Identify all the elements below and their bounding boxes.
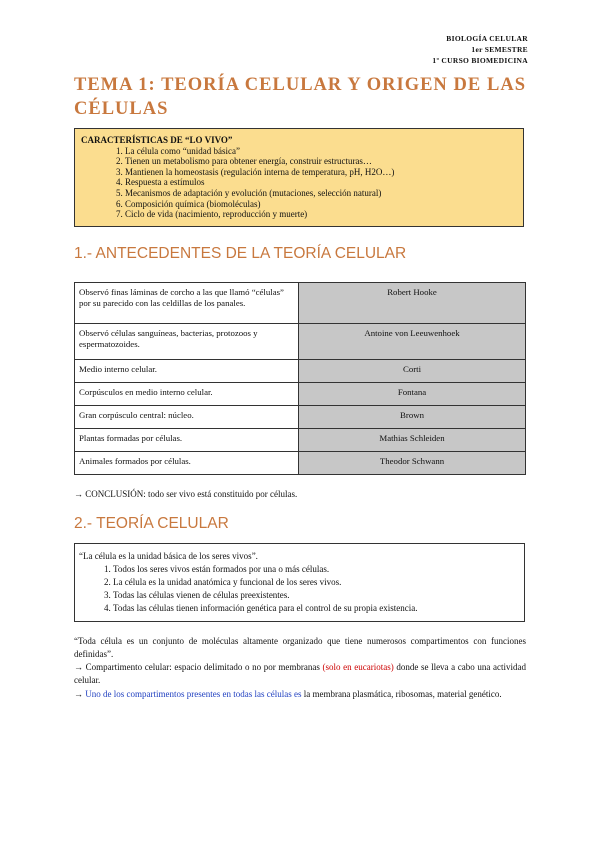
history-table (74, 282, 526, 475)
characteristics-box (74, 128, 524, 227)
conclusion-text: → CONCLUSIÓN: todo ser vivo está constituido por células. (74, 489, 298, 499)
title-line-1: TEMA 1: TEORÍA CELULAR Y ORIGEN DE LAS (74, 75, 526, 95)
characteristics-list (81, 146, 523, 220)
table-row (75, 360, 526, 383)
table-row (75, 283, 526, 324)
list-item: 1. Todos los seres vivos están formados por una o más células. (113, 563, 518, 576)
title-line-2: CÉLULAS (74, 99, 169, 119)
list-item: 3. Mantienen la homeostasis (regulación interna de temperatura, pH, H2O…) (125, 167, 523, 178)
table-cell-scientist: Mathias Schleiden (299, 429, 526, 452)
table-cell-scientist: Robert Hooke (299, 283, 526, 324)
table-cell-scientist: Theodor Schwann (299, 452, 526, 475)
list-item: 4. Todas las células tienen información genética para el control de su propia existencia. (113, 602, 518, 615)
table-cell-description: Corpúsculos en medio interno celular. (75, 383, 299, 406)
table-cell-scientist: Fontana (299, 383, 526, 406)
list-item: 4. Respuesta a estímulos (125, 177, 523, 188)
list-item: 2. La célula es la unidad anatómica y funcional de los seres vivos. (113, 576, 518, 589)
list-item: 3. Todas las células vienen de células preexistentes. (113, 589, 518, 602)
table-cell-description: Medio interno celular. (75, 360, 299, 383)
table-row (75, 383, 526, 406)
table-cell-description: Gran corpúsculo central: núcleo. (75, 406, 299, 429)
table-cell-description: Plantas formadas por células. (75, 429, 299, 452)
highlighted-text: Uno de los compartimentos presentes en todas las células es (85, 689, 302, 699)
table-row (75, 324, 526, 360)
list-item: 6. Composición química (biomoléculas) (125, 199, 523, 210)
compartment-text-a: → Compartimento celular: espacio delimitado o no por membranas (74, 662, 323, 672)
list-item: 2. Tienen un metabolismo para obtener energía, construir estructuras… (125, 156, 523, 167)
header-subject: BIOLOGÍA CELULAR (446, 34, 528, 43)
table-row (75, 452, 526, 475)
header-course: 1º CURSO BIOMEDICINA (432, 56, 528, 65)
theory-list (79, 563, 518, 615)
compartment-text-b: donde se lleva a cabo una actividad celular. (74, 662, 526, 685)
compartment-paragraph (74, 661, 526, 687)
characteristics-heading: CARACTERÍSTICAS DE “LO VIVO” (81, 135, 233, 145)
table-cell-scientist: Antoine von Leeuwenhoek (299, 324, 526, 360)
page-title (74, 73, 526, 121)
table-row (75, 429, 526, 452)
list-item: 7. Ciclo de vida (nacimiento, reproducción y muerte) (125, 209, 523, 220)
list-item: 1. La célula como “unidad básica” (125, 146, 523, 157)
theory-quote: “La célula es la unidad básica de los seres vivos”. (79, 551, 258, 561)
document-header (432, 33, 528, 66)
table-cell-scientist: Corti (299, 360, 526, 383)
section1-heading: 1.- ANTECEDENTES DE LA TEORÍA CELULAR (74, 245, 407, 262)
table-cell-description: Animales formados por células. (75, 452, 299, 475)
shared-compartments-paragraph (74, 688, 526, 701)
compartments-list-text: la membrana plasmática, ribosomas, material genético. (301, 689, 502, 699)
table-cell-description: Observó células sanguíneas, bacterias, protozoos y espermatozoides. (75, 324, 299, 360)
table-cell-scientist: Brown (299, 406, 526, 429)
list-item: 5. Mecanismos de adaptación y evolución (mutaciones, selección natural) (125, 188, 523, 199)
cell-definition-paragraph: “Toda célula es un conjunto de moléculas altamente organizado que tiene numerosos compartimentos con funciones definidas”. (74, 636, 526, 659)
theory-box (74, 543, 525, 622)
eukaryote-note: (solo en eucariotas) (322, 662, 394, 672)
table-row (75, 406, 526, 429)
section2-heading: 2.- TEORÍA CELULAR (74, 515, 229, 532)
arrow-text: → (74, 689, 86, 699)
header-semester: 1er SEMESTRE (471, 45, 528, 54)
table-cell-description: Observó finas láminas de corcho a las que llamó “células” por su parecido con las celdillas de los panales. (75, 283, 299, 324)
